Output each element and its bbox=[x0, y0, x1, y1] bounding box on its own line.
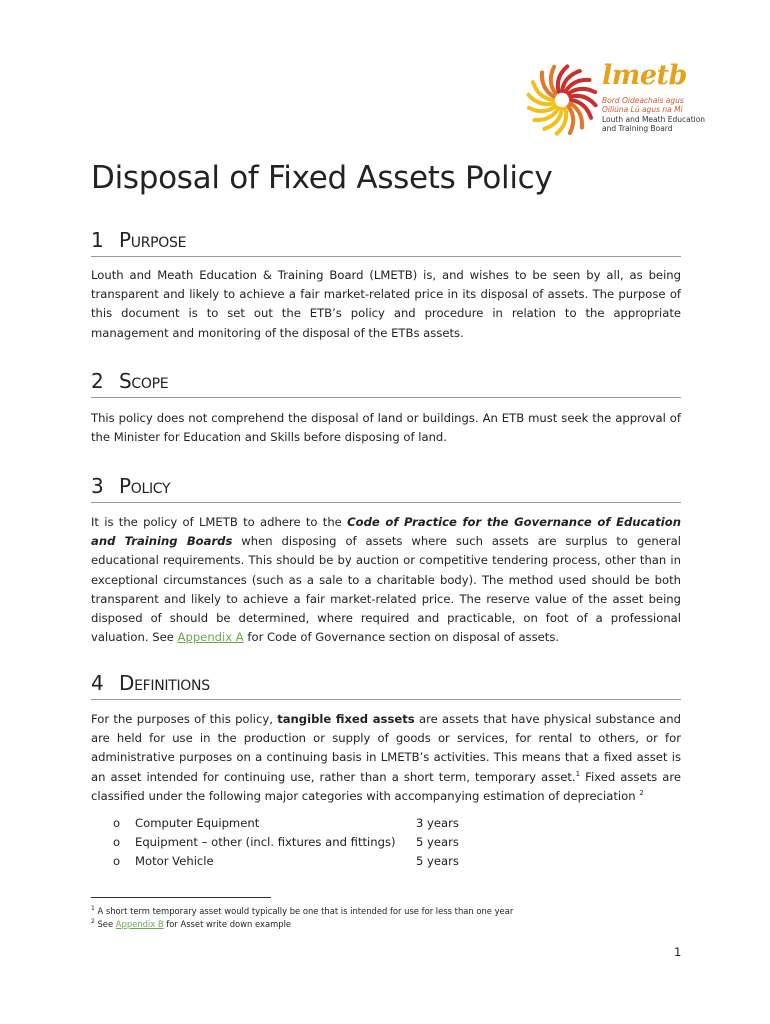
section-number: 2 bbox=[91, 369, 104, 393]
footnote-marker: 2 bbox=[91, 918, 95, 926]
category-name: Computer Equipment bbox=[135, 816, 260, 830]
logo-ray bbox=[529, 106, 556, 111]
footnote-2 bbox=[91, 918, 291, 930]
footnote-ref-1[interactable]: 1 bbox=[575, 769, 581, 778]
definitions-text-start: For the purposes of this policy, bbox=[91, 712, 278, 726]
category-depreciation: 5 years bbox=[416, 854, 459, 868]
logo-ray bbox=[551, 67, 556, 94]
page-number: 1 bbox=[674, 945, 682, 959]
footnote-marker: 1 bbox=[91, 905, 95, 913]
policy-text-end: for Code of Governance section on disposal of assets. bbox=[243, 630, 560, 645]
category-depreciation: 3 years bbox=[416, 816, 459, 830]
logo-wordmark: lmetb bbox=[602, 60, 687, 91]
footnote-text: A short term temporary asset would typically be one that is intended for use for less than one year bbox=[94, 906, 514, 916]
tangible-fixed-assets-term: tangible fixed assets bbox=[277, 712, 415, 726]
section-title: Scope bbox=[119, 369, 169, 393]
footnote-divider bbox=[91, 897, 271, 898]
logo-irish-line-1: Bord Oideachais agus bbox=[602, 96, 684, 105]
appendix-a-link[interactable]: Appendix A bbox=[177, 630, 244, 645]
section-title: Purpose bbox=[119, 228, 187, 252]
list-bullet: o bbox=[113, 854, 121, 868]
section-number: 4 bbox=[91, 671, 104, 695]
logo-irish-line-2: Oiliúna Lú agus na Mí bbox=[602, 105, 683, 114]
category-name: Equipment – other (incl. fixtures and fittings) bbox=[135, 835, 396, 849]
logo-ray bbox=[568, 106, 573, 133]
logo-ray bbox=[568, 89, 595, 94]
list-bullet: o bbox=[113, 835, 121, 849]
section-heading-definitions bbox=[91, 671, 681, 700]
section-heading-purpose bbox=[91, 228, 681, 257]
purpose-paragraph: Louth and Meath Education & Training Board (LMETB) is, and wishes to be seen by all, as being transparent and likely to achieve a fair market-related price in its disposal of assets. The purpose of this document is to set out the ETB’s policy and procedure in relation to the appropriate management and monitoring of the disposal of the ETBs assets. bbox=[91, 268, 681, 340]
scope-paragraph: This policy does not comprehend the disposal of land or buildings. An ETB must seek the approval of the Minister for Education and Skills before disposing of land. bbox=[91, 411, 681, 445]
category-name: Motor Vehicle bbox=[135, 854, 214, 868]
lmetb-logo bbox=[526, 58, 706, 142]
code-of-practice-title: Code of Practice for the Governance of Education and Training Boards bbox=[91, 515, 681, 549]
policy-text-start: It is the policy of LMETB to adhere to the bbox=[91, 515, 348, 529]
document-title: Disposal of Fixed Assets Policy bbox=[91, 160, 553, 196]
section-title: Policy bbox=[119, 474, 171, 498]
footnote-1 bbox=[91, 905, 513, 917]
list-item bbox=[91, 833, 491, 852]
logo-english-line-2: and Training Board bbox=[602, 124, 673, 133]
logo-english-line-1: Louth and Meath Education bbox=[602, 115, 706, 124]
list-item bbox=[91, 852, 491, 871]
footnote-text: for Asset write down example bbox=[163, 919, 292, 929]
category-depreciation: 5 years bbox=[416, 835, 459, 849]
section-title: Definitions bbox=[119, 671, 210, 695]
list-bullet: o bbox=[113, 816, 121, 830]
definitions-paragraph bbox=[91, 710, 681, 806]
appendix-b-link[interactable]: Appendix B bbox=[115, 919, 164, 929]
section-number: 1 bbox=[91, 228, 104, 252]
list-item bbox=[91, 814, 491, 833]
definitions-text-body: are assets that have physical substance and are held for use in the production or supply of goods or services, for rental to others, or for administrative purposes on a continuing basis in LMETB’s activities. This means that a fixed asset is an asset intended for continuing use, rather than a short term, temporary asset. bbox=[91, 712, 681, 784]
policy-paragraph bbox=[91, 513, 681, 647]
asset-categories-list bbox=[91, 814, 491, 871]
footnote-ref-2[interactable]: 2 bbox=[639, 788, 644, 797]
section-heading-scope bbox=[91, 369, 681, 398]
footnote-text: See bbox=[94, 919, 116, 929]
section-heading-policy bbox=[91, 474, 681, 503]
definitions-text-end: Fixed assets are classified under the following major categories with accompanying estimation of depreciation bbox=[91, 769, 681, 803]
policy-text-body: when disposing of assets where such assets are surplus to general educational requirements. This should be by auction or competitive tendering process, other than in exceptional circumstances (such as a sale to a charitable body). The method used should be both transparent and likely to achieve a fair market-related price. The reserve value of the asset being disposed of should be determined, where required and practicable, on foot of a professional valuation. See bbox=[91, 534, 682, 645]
sunburst-logo-icon bbox=[526, 58, 600, 142]
section-number: 3 bbox=[91, 474, 104, 498]
